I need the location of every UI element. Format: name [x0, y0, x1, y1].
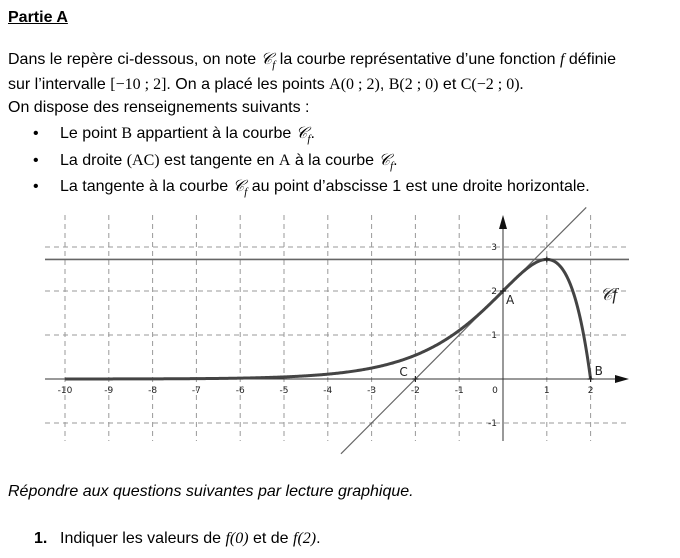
text: La tangente à la courbe	[60, 178, 233, 195]
text: .	[393, 152, 398, 169]
bullet-icon: •	[33, 152, 39, 169]
text: est tangente en	[159, 152, 279, 169]
question-number: 1.	[34, 530, 48, 547]
curve-name: 𝒞$_f$	[378, 152, 394, 173]
point-marker-max	[544, 256, 550, 262]
point-a: A(0 ; 2)	[329, 76, 380, 93]
text: appartient à la courbe	[132, 125, 296, 142]
function-name: f	[559, 51, 565, 68]
x-tick-label: -9	[104, 386, 114, 396]
x-tick-label: -3	[367, 386, 377, 396]
point-label-b: B	[594, 364, 603, 378]
lines	[45, 207, 629, 453]
section-title: Partie A	[8, 9, 68, 26]
intro-line-3: On dispose des renseignements suivants :	[8, 99, 310, 116]
x-tick-label: -8	[148, 386, 158, 396]
x-tick-label: -2	[410, 386, 420, 396]
curve-name: 𝒞$_f$	[232, 178, 248, 199]
text: au point d’abscisse 1 est une droite horizontale.	[247, 178, 590, 195]
text: et	[438, 76, 461, 93]
labels	[58, 243, 620, 429]
text: .	[310, 125, 315, 142]
text: à la courbe	[290, 152, 379, 169]
text: .	[519, 76, 524, 93]
question-1	[34, 530, 321, 548]
point-c: C(−2 ; 0)	[460, 76, 520, 93]
math: f(2)	[293, 530, 317, 547]
text: ,	[379, 76, 389, 93]
interval: [−10 ; 2]	[110, 76, 167, 93]
text: La droite	[60, 152, 127, 169]
text: Indiquer les valeurs de	[60, 530, 226, 547]
x-tick-label: 1	[543, 386, 550, 396]
point-label-a: A	[506, 293, 515, 307]
y-tick-label: 1	[491, 331, 497, 341]
text: Dans le repère ci-dessous, on note	[8, 51, 261, 68]
question-intro: Répondre aux questions suivantes par lecture graphique.	[8, 483, 414, 500]
curve-name: 𝒞$_f$	[260, 51, 276, 72]
point-label-c: C	[399, 365, 408, 379]
x-tick-label: -6	[235, 386, 245, 396]
y-tick-label: 2	[491, 287, 497, 297]
text: définie	[564, 51, 616, 68]
x-tick-label: -10	[57, 386, 73, 396]
tangent-line-ac	[341, 207, 586, 453]
x-tick-label: -4	[323, 386, 333, 396]
text: sur l’intervalle	[8, 76, 111, 93]
x-tick-label: 2	[587, 386, 594, 396]
math: B	[121, 125, 133, 142]
point-marker-b	[588, 376, 594, 382]
curve-name: 𝒞$_f$	[295, 125, 311, 146]
math: A	[278, 152, 291, 169]
y-tick-label: 3	[491, 243, 497, 253]
point-b: B(2 ; 0)	[388, 76, 439, 93]
text: et de	[248, 530, 294, 547]
y-axis-arrow-icon	[499, 215, 507, 229]
x-tick-label: -1	[454, 386, 464, 396]
bullet-icon: •	[33, 178, 39, 195]
math: f(0)	[225, 530, 249, 547]
text: . On a placé les points	[166, 76, 330, 93]
text: la courbe représentative d’une fonction	[275, 51, 560, 68]
grid	[45, 215, 629, 441]
x-tick-label: -5	[279, 386, 289, 396]
bullet-icon: •	[33, 125, 39, 142]
text: .	[316, 530, 321, 547]
math: (AC)	[126, 152, 160, 169]
x-tick-label: -7	[191, 386, 201, 396]
x-axis-arrow-icon	[615, 375, 629, 383]
y-tick-label: -1	[488, 419, 497, 429]
curve-label-cf: 𝒞f	[600, 285, 618, 304]
x-tick-label: 0	[492, 386, 498, 396]
axes	[45, 215, 629, 441]
text: Le point	[60, 125, 122, 142]
